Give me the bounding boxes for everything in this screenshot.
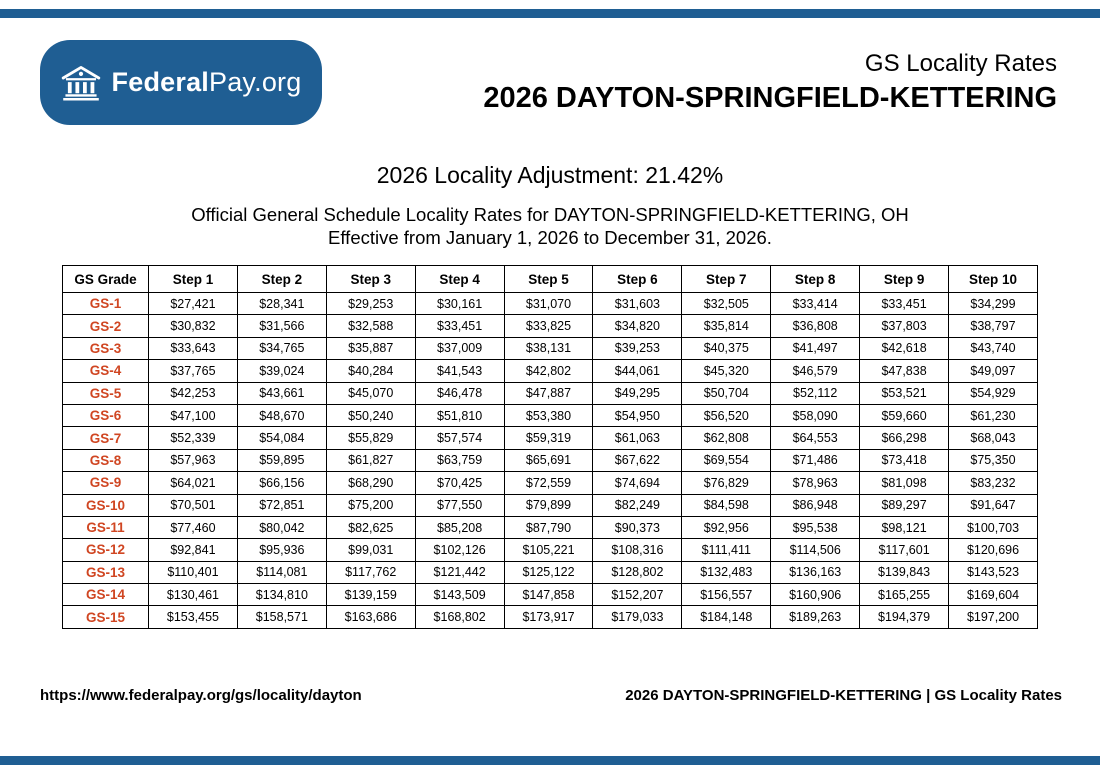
step-value-cell: $30,832 bbox=[149, 315, 238, 337]
step-value-cell: $43,661 bbox=[237, 382, 326, 404]
grade-cell: GS-7 bbox=[63, 427, 149, 449]
grade-cell: GS-11 bbox=[63, 516, 149, 538]
step-value-cell: $80,042 bbox=[237, 516, 326, 538]
federalpay-logo[interactable] bbox=[40, 40, 322, 125]
step-value-cell: $38,131 bbox=[504, 337, 593, 359]
page-footer bbox=[40, 687, 1062, 704]
table-row bbox=[63, 494, 1038, 516]
grade-cell: GS-3 bbox=[63, 337, 149, 359]
step-value-cell: $65,691 bbox=[504, 449, 593, 471]
step-value-cell: $27,421 bbox=[149, 293, 238, 315]
step-value-cell: $40,375 bbox=[682, 337, 771, 359]
grade-cell: GS-13 bbox=[63, 561, 149, 583]
step-value-cell: $46,579 bbox=[771, 360, 860, 382]
column-header-step: Step 4 bbox=[415, 266, 504, 293]
table-row bbox=[63, 539, 1038, 561]
table-row bbox=[63, 404, 1038, 426]
column-header-grade: GS Grade bbox=[63, 266, 149, 293]
step-value-cell: $95,538 bbox=[771, 516, 860, 538]
step-value-cell: $184,148 bbox=[682, 606, 771, 628]
step-value-cell: $35,814 bbox=[682, 315, 771, 337]
table-row bbox=[63, 337, 1038, 359]
table-row bbox=[63, 360, 1038, 382]
step-value-cell: $91,647 bbox=[949, 494, 1038, 516]
grade-cell: GS-2 bbox=[63, 315, 149, 337]
step-value-cell: $128,802 bbox=[593, 561, 682, 583]
step-value-cell: $37,803 bbox=[860, 315, 949, 337]
step-value-cell: $47,887 bbox=[504, 382, 593, 404]
step-value-cell: $50,704 bbox=[682, 382, 771, 404]
step-value-cell: $30,161 bbox=[415, 293, 504, 315]
step-value-cell: $77,460 bbox=[149, 516, 238, 538]
step-value-cell: $95,936 bbox=[237, 539, 326, 561]
step-value-cell: $71,486 bbox=[771, 449, 860, 471]
step-value-cell: $125,122 bbox=[504, 561, 593, 583]
step-value-cell: $147,858 bbox=[504, 584, 593, 606]
step-value-cell: $78,963 bbox=[771, 472, 860, 494]
column-header-step: Step 1 bbox=[149, 266, 238, 293]
step-value-cell: $90,373 bbox=[593, 516, 682, 538]
step-value-cell: $57,963 bbox=[149, 449, 238, 471]
step-value-cell: $85,208 bbox=[415, 516, 504, 538]
step-value-cell: $139,159 bbox=[326, 584, 415, 606]
column-header-step: Step 7 bbox=[682, 266, 771, 293]
step-value-cell: $38,797 bbox=[949, 315, 1038, 337]
step-value-cell: $42,802 bbox=[504, 360, 593, 382]
step-value-cell: $158,571 bbox=[237, 606, 326, 628]
table-row bbox=[63, 293, 1038, 315]
table-row bbox=[63, 315, 1038, 337]
step-value-cell: $72,559 bbox=[504, 472, 593, 494]
step-value-cell: $86,948 bbox=[771, 494, 860, 516]
step-value-cell: $49,295 bbox=[593, 382, 682, 404]
step-value-cell: $70,501 bbox=[149, 494, 238, 516]
table-row bbox=[63, 606, 1038, 628]
step-value-cell: $55,829 bbox=[326, 427, 415, 449]
step-value-cell: $46,478 bbox=[415, 382, 504, 404]
step-value-cell: $75,350 bbox=[949, 449, 1038, 471]
step-value-cell: $117,762 bbox=[326, 561, 415, 583]
step-value-cell: $114,081 bbox=[237, 561, 326, 583]
pay-table-container bbox=[62, 265, 1038, 629]
grade-cell: GS-1 bbox=[63, 293, 149, 315]
step-value-cell: $132,483 bbox=[682, 561, 771, 583]
step-value-cell: $89,297 bbox=[860, 494, 949, 516]
step-value-cell: $62,808 bbox=[682, 427, 771, 449]
description-line-1: Official General Schedule Locality Rates for DAYTON-SPRINGFIELD-KETTERING, OH bbox=[191, 204, 909, 225]
step-value-cell: $67,622 bbox=[593, 449, 682, 471]
step-value-cell: $49,097 bbox=[949, 360, 1038, 382]
step-value-cell: $40,284 bbox=[326, 360, 415, 382]
step-value-cell: $111,411 bbox=[682, 539, 771, 561]
step-value-cell: $43,740 bbox=[949, 337, 1038, 359]
step-value-cell: $61,063 bbox=[593, 427, 682, 449]
column-header-step: Step 9 bbox=[860, 266, 949, 293]
step-value-cell: $47,838 bbox=[860, 360, 949, 382]
table-description bbox=[0, 203, 1100, 249]
step-value-cell: $152,207 bbox=[593, 584, 682, 606]
column-header-step: Step 3 bbox=[326, 266, 415, 293]
step-value-cell: $163,686 bbox=[326, 606, 415, 628]
step-value-cell: $41,497 bbox=[771, 337, 860, 359]
step-value-cell: $32,588 bbox=[326, 315, 415, 337]
step-value-cell: $53,380 bbox=[504, 404, 593, 426]
table-row bbox=[63, 382, 1038, 404]
bottom-divider-rule bbox=[0, 756, 1100, 765]
step-value-cell: $73,418 bbox=[860, 449, 949, 471]
step-value-cell: $165,255 bbox=[860, 584, 949, 606]
step-value-cell: $34,765 bbox=[237, 337, 326, 359]
grade-cell: GS-8 bbox=[63, 449, 149, 471]
step-value-cell: $36,808 bbox=[771, 315, 860, 337]
column-header-step: Step 2 bbox=[237, 266, 326, 293]
step-value-cell: $108,316 bbox=[593, 539, 682, 561]
step-value-cell: $33,451 bbox=[860, 293, 949, 315]
step-value-cell: $92,841 bbox=[149, 539, 238, 561]
step-value-cell: $130,461 bbox=[149, 584, 238, 606]
step-value-cell: $59,895 bbox=[237, 449, 326, 471]
footer-title: 2026 DAYTON-SPRINGFIELD-KETTERING | GS Locality Rates bbox=[625, 687, 1062, 704]
step-value-cell: $34,820 bbox=[593, 315, 682, 337]
step-value-cell: $51,810 bbox=[415, 404, 504, 426]
step-value-cell: $99,031 bbox=[326, 539, 415, 561]
step-value-cell: $98,121 bbox=[860, 516, 949, 538]
step-value-cell: $33,643 bbox=[149, 337, 238, 359]
step-value-cell: $33,825 bbox=[504, 315, 593, 337]
grade-cell: GS-4 bbox=[63, 360, 149, 382]
step-value-cell: $114,506 bbox=[771, 539, 860, 561]
step-value-cell: $84,598 bbox=[682, 494, 771, 516]
step-value-cell: $29,253 bbox=[326, 293, 415, 315]
step-value-cell: $63,759 bbox=[415, 449, 504, 471]
step-value-cell: $105,221 bbox=[504, 539, 593, 561]
step-value-cell: $179,033 bbox=[593, 606, 682, 628]
grade-cell: GS-10 bbox=[63, 494, 149, 516]
step-value-cell: $32,505 bbox=[682, 293, 771, 315]
step-value-cell: $194,379 bbox=[860, 606, 949, 628]
step-value-cell: $61,827 bbox=[326, 449, 415, 471]
step-value-cell: $66,298 bbox=[860, 427, 949, 449]
table-row bbox=[63, 561, 1038, 583]
step-value-cell: $53,521 bbox=[860, 382, 949, 404]
top-divider-rule bbox=[0, 9, 1100, 18]
column-header-step: Step 6 bbox=[593, 266, 682, 293]
grade-cell: GS-12 bbox=[63, 539, 149, 561]
step-value-cell: $102,126 bbox=[415, 539, 504, 561]
step-value-cell: $68,290 bbox=[326, 472, 415, 494]
step-value-cell: $121,442 bbox=[415, 561, 504, 583]
step-value-cell: $169,604 bbox=[949, 584, 1038, 606]
step-value-cell: $59,319 bbox=[504, 427, 593, 449]
step-value-cell: $139,843 bbox=[860, 561, 949, 583]
step-value-cell: $42,618 bbox=[860, 337, 949, 359]
step-value-cell: $81,098 bbox=[860, 472, 949, 494]
step-value-cell: $54,950 bbox=[593, 404, 682, 426]
step-value-cell: $42,253 bbox=[149, 382, 238, 404]
step-value-cell: $82,249 bbox=[593, 494, 682, 516]
step-value-cell: $136,163 bbox=[771, 561, 860, 583]
step-value-cell: $66,156 bbox=[237, 472, 326, 494]
step-value-cell: $189,263 bbox=[771, 606, 860, 628]
step-value-cell: $70,425 bbox=[415, 472, 504, 494]
grade-cell: GS-6 bbox=[63, 404, 149, 426]
table-header-row bbox=[63, 266, 1038, 293]
step-value-cell: $52,339 bbox=[149, 427, 238, 449]
step-value-cell: $156,557 bbox=[682, 584, 771, 606]
column-header-step: Step 10 bbox=[949, 266, 1038, 293]
step-value-cell: $100,703 bbox=[949, 516, 1038, 538]
step-value-cell: $69,554 bbox=[682, 449, 771, 471]
step-value-cell: $39,253 bbox=[593, 337, 682, 359]
page-header bbox=[483, 50, 1057, 115]
step-value-cell: $45,320 bbox=[682, 360, 771, 382]
step-value-cell: $64,553 bbox=[771, 427, 860, 449]
table-row bbox=[63, 427, 1038, 449]
step-value-cell: $68,043 bbox=[949, 427, 1038, 449]
step-value-cell: $83,232 bbox=[949, 472, 1038, 494]
description-line-2: Effective from January 1, 2026 to December 31, 2026. bbox=[328, 227, 772, 248]
step-value-cell: $54,929 bbox=[949, 382, 1038, 404]
step-value-cell: $35,887 bbox=[326, 337, 415, 359]
step-value-cell: $52,112 bbox=[771, 382, 860, 404]
step-value-cell: $57,574 bbox=[415, 427, 504, 449]
step-value-cell: $31,070 bbox=[504, 293, 593, 315]
step-value-cell: $74,694 bbox=[593, 472, 682, 494]
step-value-cell: $44,061 bbox=[593, 360, 682, 382]
step-value-cell: $153,455 bbox=[149, 606, 238, 628]
step-value-cell: $79,899 bbox=[504, 494, 593, 516]
step-value-cell: $92,956 bbox=[682, 516, 771, 538]
step-value-cell: $34,299 bbox=[949, 293, 1038, 315]
gs-locality-pay-table bbox=[62, 265, 1038, 629]
step-value-cell: $120,696 bbox=[949, 539, 1038, 561]
step-value-cell: $117,601 bbox=[860, 539, 949, 561]
step-value-cell: $197,200 bbox=[949, 606, 1038, 628]
step-value-cell: $87,790 bbox=[504, 516, 593, 538]
logo-wordmark: FederalPay.org bbox=[111, 67, 302, 97]
grade-cell: GS-14 bbox=[63, 584, 149, 606]
page-title: 2026 DAYTON-SPRINGFIELD-KETTERING bbox=[483, 82, 1057, 114]
step-value-cell: $37,009 bbox=[415, 337, 504, 359]
locality-adjustment-line: 2026 Locality Adjustment: 21.42% bbox=[376, 162, 724, 188]
step-value-cell: $33,414 bbox=[771, 293, 860, 315]
step-value-cell: $160,906 bbox=[771, 584, 860, 606]
table-row bbox=[63, 472, 1038, 494]
step-value-cell: $173,917 bbox=[504, 606, 593, 628]
footer-url-link[interactable]: https://www.federalpay.org/gs/locality/dayton bbox=[40, 687, 362, 704]
step-value-cell: $31,566 bbox=[237, 315, 326, 337]
step-value-cell: $143,509 bbox=[415, 584, 504, 606]
table-row bbox=[63, 584, 1038, 606]
table-row bbox=[63, 449, 1038, 471]
step-value-cell: $41,543 bbox=[415, 360, 504, 382]
step-value-cell: $54,084 bbox=[237, 427, 326, 449]
step-value-cell: $59,660 bbox=[860, 404, 949, 426]
step-value-cell: $37,765 bbox=[149, 360, 238, 382]
step-value-cell: $168,802 bbox=[415, 606, 504, 628]
step-value-cell: $64,021 bbox=[149, 472, 238, 494]
step-value-cell: $58,090 bbox=[771, 404, 860, 426]
step-value-cell: $48,670 bbox=[237, 404, 326, 426]
step-value-cell: $47,100 bbox=[149, 404, 238, 426]
grade-cell: GS-5 bbox=[63, 382, 149, 404]
step-value-cell: $143,523 bbox=[949, 561, 1038, 583]
column-header-step: Step 5 bbox=[504, 266, 593, 293]
grade-cell: GS-15 bbox=[63, 606, 149, 628]
grade-cell: GS-9 bbox=[63, 472, 149, 494]
step-value-cell: $110,401 bbox=[149, 561, 238, 583]
step-value-cell: $31,603 bbox=[593, 293, 682, 315]
bank-icon bbox=[61, 65, 101, 101]
step-value-cell: $134,810 bbox=[237, 584, 326, 606]
step-value-cell: $50,240 bbox=[326, 404, 415, 426]
step-value-cell: $39,024 bbox=[237, 360, 326, 382]
step-value-cell: $82,625 bbox=[326, 516, 415, 538]
step-value-cell: $61,230 bbox=[949, 404, 1038, 426]
step-value-cell: $28,341 bbox=[237, 293, 326, 315]
header-subtitle: GS Locality Rates bbox=[864, 50, 1057, 77]
step-value-cell: $76,829 bbox=[682, 472, 771, 494]
step-value-cell: $77,550 bbox=[415, 494, 504, 516]
step-value-cell: $75,200 bbox=[326, 494, 415, 516]
step-value-cell: $45,070 bbox=[326, 382, 415, 404]
step-value-cell: $56,520 bbox=[682, 404, 771, 426]
step-value-cell: $72,851 bbox=[237, 494, 326, 516]
table-row bbox=[63, 516, 1038, 538]
step-value-cell: $33,451 bbox=[415, 315, 504, 337]
column-header-step: Step 8 bbox=[771, 266, 860, 293]
